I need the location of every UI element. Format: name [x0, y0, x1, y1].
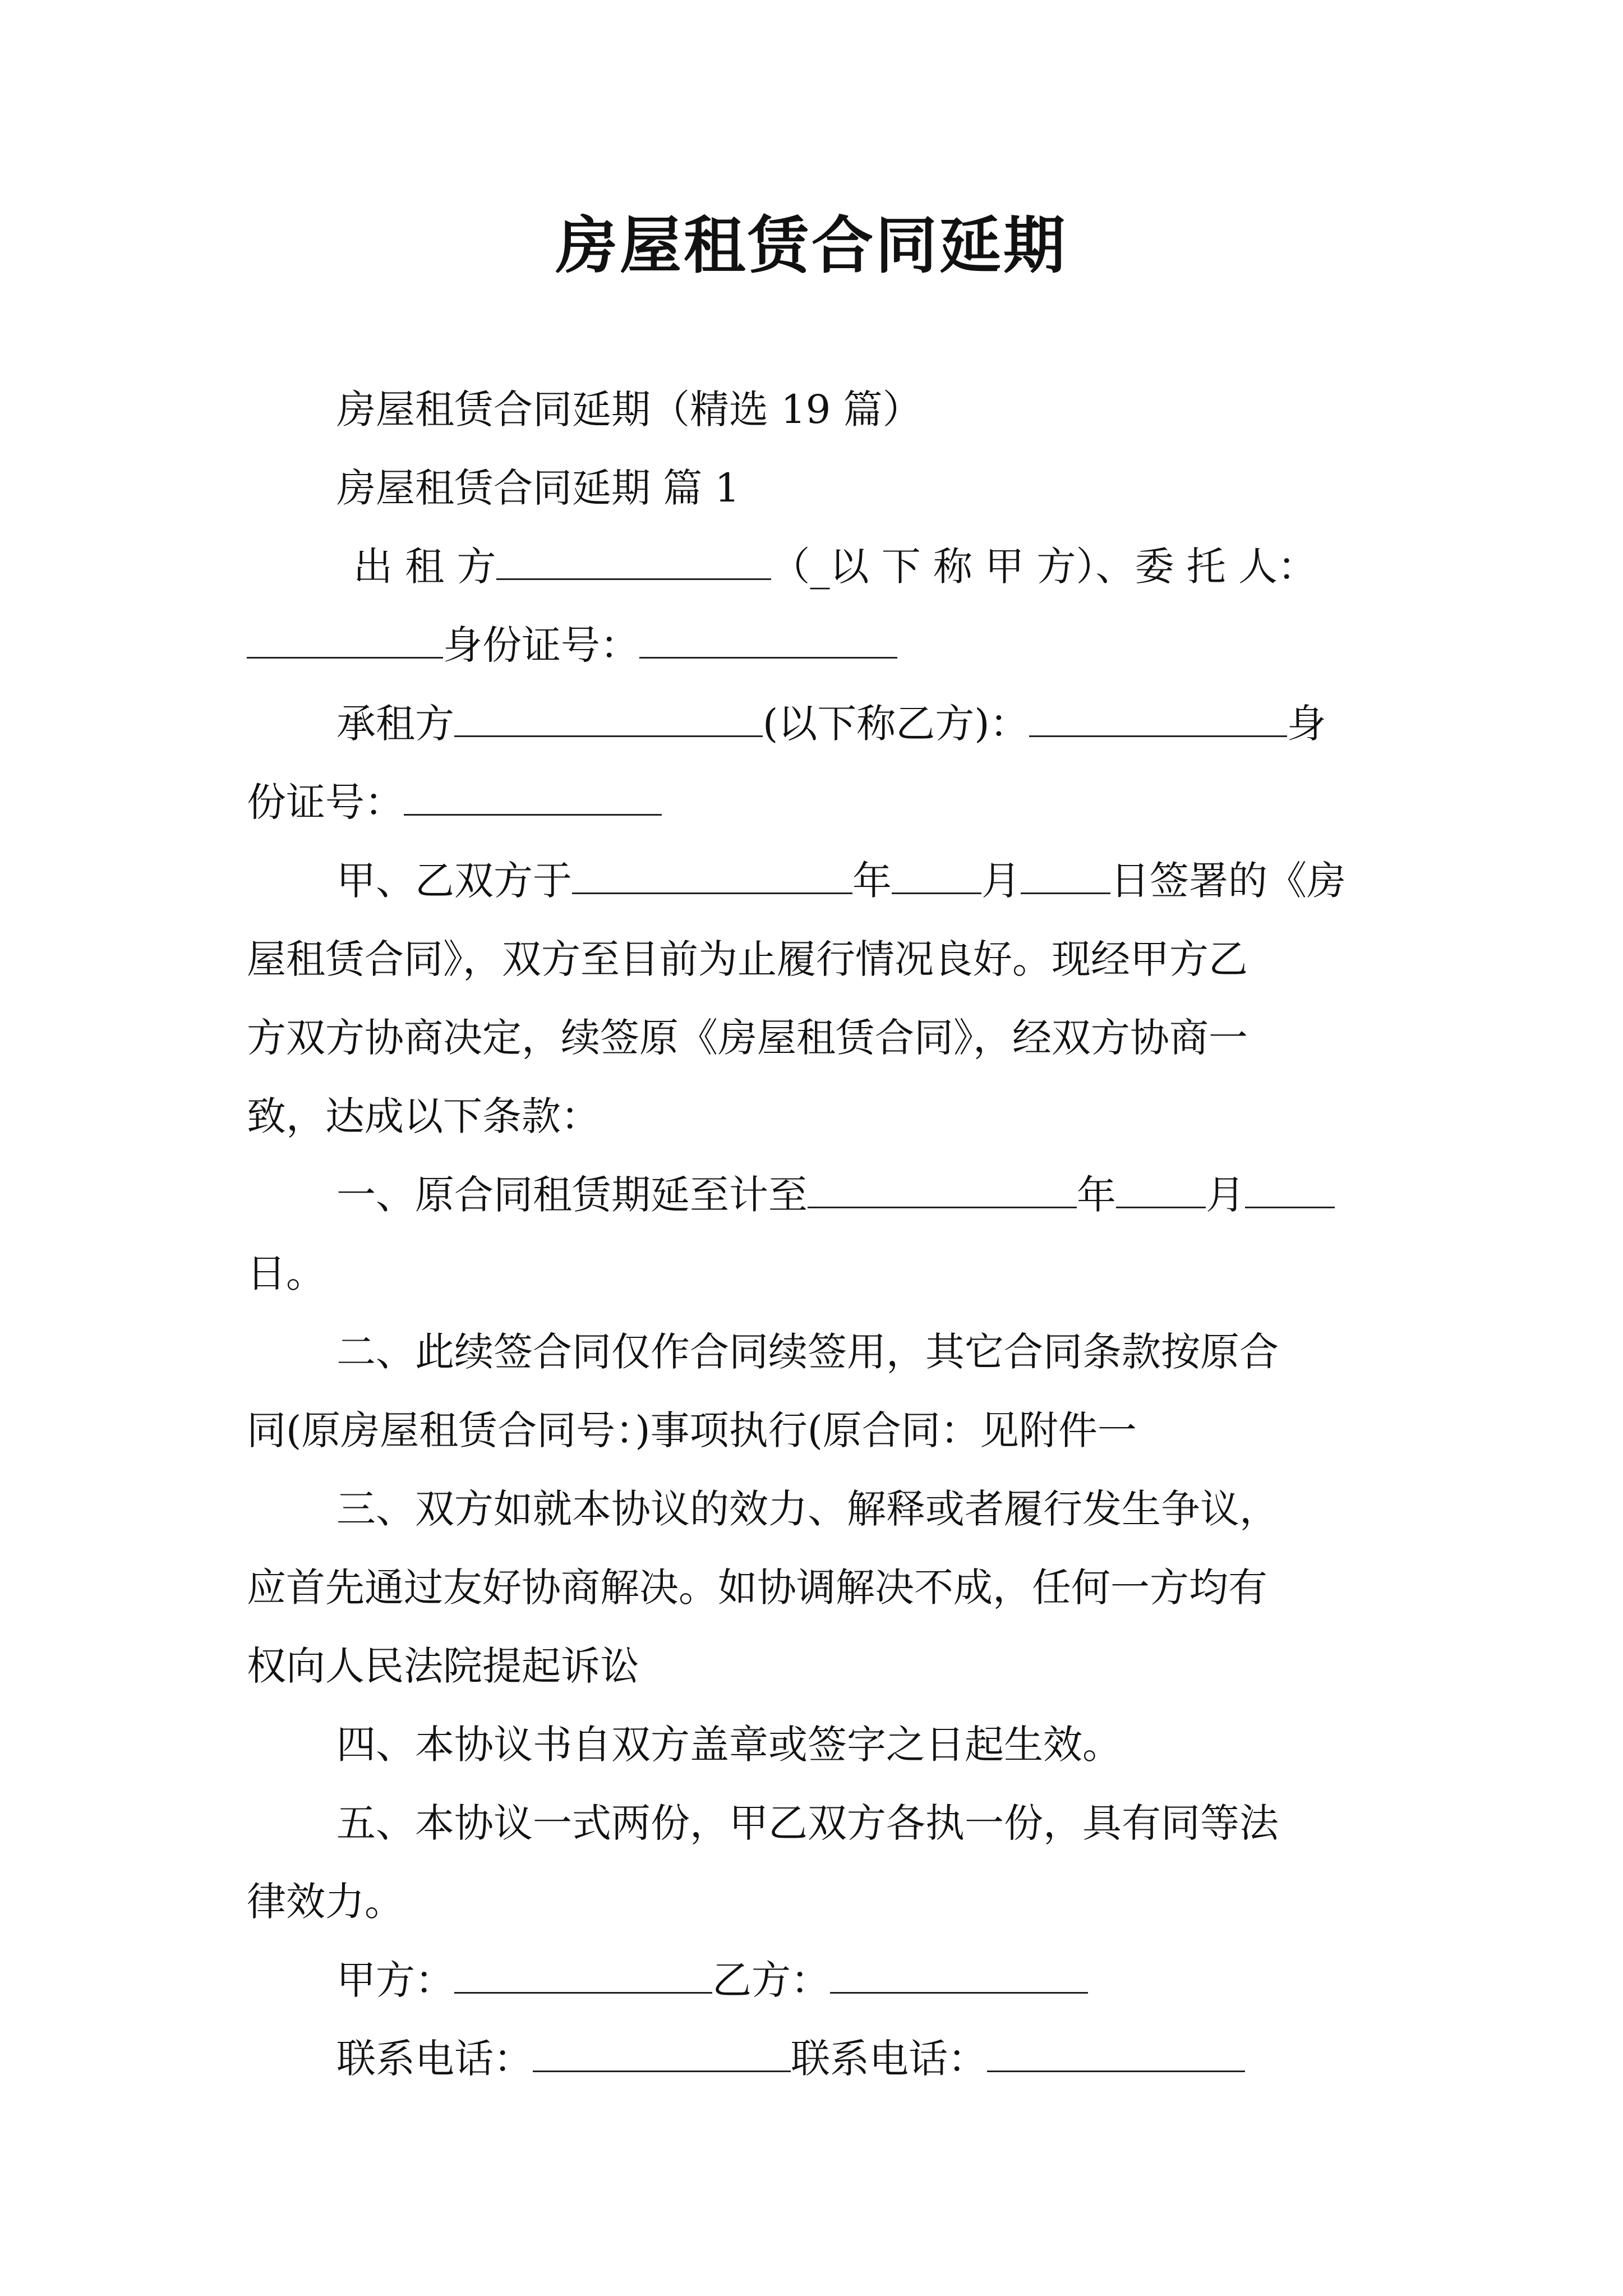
subtitle: 房屋租赁合同延期（精选 19 篇）	[336, 386, 922, 432]
lessor-id-line	[247, 606, 1380, 684]
clause-5-line-2: 律效力。	[247, 1879, 404, 1925]
text: 甲、乙双方于	[336, 858, 572, 904]
text: 年	[1077, 1172, 1116, 1218]
text: 一、原合同租赁期延至计至	[336, 1172, 808, 1218]
lessee-line	[336, 684, 1380, 763]
blank-field	[892, 859, 981, 894]
blank-field	[404, 780, 662, 816]
phone-label-b: 联系电话：	[791, 2036, 987, 2082]
blank-field	[639, 623, 897, 659]
blank-field	[533, 2037, 791, 2072]
text: 年	[852, 858, 892, 904]
lessor-line	[353, 527, 1380, 606]
lessee-id-line	[247, 763, 1380, 841]
signature-line	[336, 1941, 1380, 2019]
clause-3-line-3: 权向人民法院提起诉讼	[247, 1643, 639, 1689]
clause-3-line-1: 三、双方如就本协议的效力、解释或者履行发生争议，	[336, 1486, 1279, 1532]
blank-field	[572, 859, 852, 894]
blank-field	[454, 702, 763, 737]
clause-2-line-1: 二、此续签合同仅作合同续签用，其它合同条款按原合	[336, 1329, 1279, 1375]
lessee-id-b: 份证号：	[247, 779, 404, 825]
party-b-label: 乙方：	[712, 1957, 830, 2003]
clause-1-line-2: 日。	[247, 1250, 325, 1296]
blank-field	[987, 2037, 1245, 2072]
party-a-label: 甲方：	[336, 1957, 454, 2003]
clause-2-line-2: 同(原房屋租赁合同号：)事项执行(原合同：见附件一	[247, 1407, 1137, 1453]
id-label: 身份证号：	[443, 622, 639, 668]
blank-field	[1021, 859, 1110, 894]
lessee-label: 承租方	[336, 701, 454, 747]
paragraph-intro-line-1	[336, 841, 1380, 920]
lessor-label: 出 租 方	[353, 544, 496, 590]
blank-field	[808, 1173, 1077, 1208]
clause-3-line-2: 应首先通过友好协商解决。如协调解决不成，任何一方均有	[247, 1565, 1267, 1611]
blank-field	[1116, 1173, 1206, 1208]
blank-field	[247, 623, 443, 659]
clause-1-line-1	[336, 1156, 1380, 1234]
lessee-id-a: 身	[1287, 701, 1326, 747]
blank-field	[496, 545, 771, 580]
blank-field	[454, 1958, 712, 1994]
text: 日签署的《房	[1110, 858, 1346, 904]
paragraph-intro-line-3: 方双方协商决定，续签原《房屋租赁合同》，经双方协商一	[247, 1015, 1248, 1061]
phone-label-a: 联系电话：	[336, 2036, 533, 2082]
page-title: 房屋租赁合同延期	[556, 209, 1067, 282]
phone-line	[336, 2019, 1380, 2098]
paragraph-intro-line-2: 屋租赁合同》，双方至目前为止履行情况良好。现经甲方乙	[247, 936, 1248, 982]
lessee-desc: (以下称乙方)：	[763, 701, 1029, 747]
paragraph-intro-line-4: 致，达成以下条款：	[247, 1093, 600, 1139]
blank-field	[1029, 702, 1287, 737]
text: 月	[1206, 1172, 1245, 1218]
clause-5-line-1: 五、本协议一式两份，甲乙双方各执一份，具有同等法	[336, 1800, 1279, 1846]
lessor-desc: （_以 下 称 甲 方）、委 托 人：	[771, 544, 1317, 590]
blank-field	[830, 1958, 1088, 1994]
section-heading: 房屋租赁合同延期 篇 1	[336, 465, 740, 511]
clause-4: 四、本协议书自双方盖章或签字之日起生效。	[336, 1722, 1122, 1768]
blank-field	[1245, 1173, 1335, 1208]
text: 月	[981, 858, 1021, 904]
